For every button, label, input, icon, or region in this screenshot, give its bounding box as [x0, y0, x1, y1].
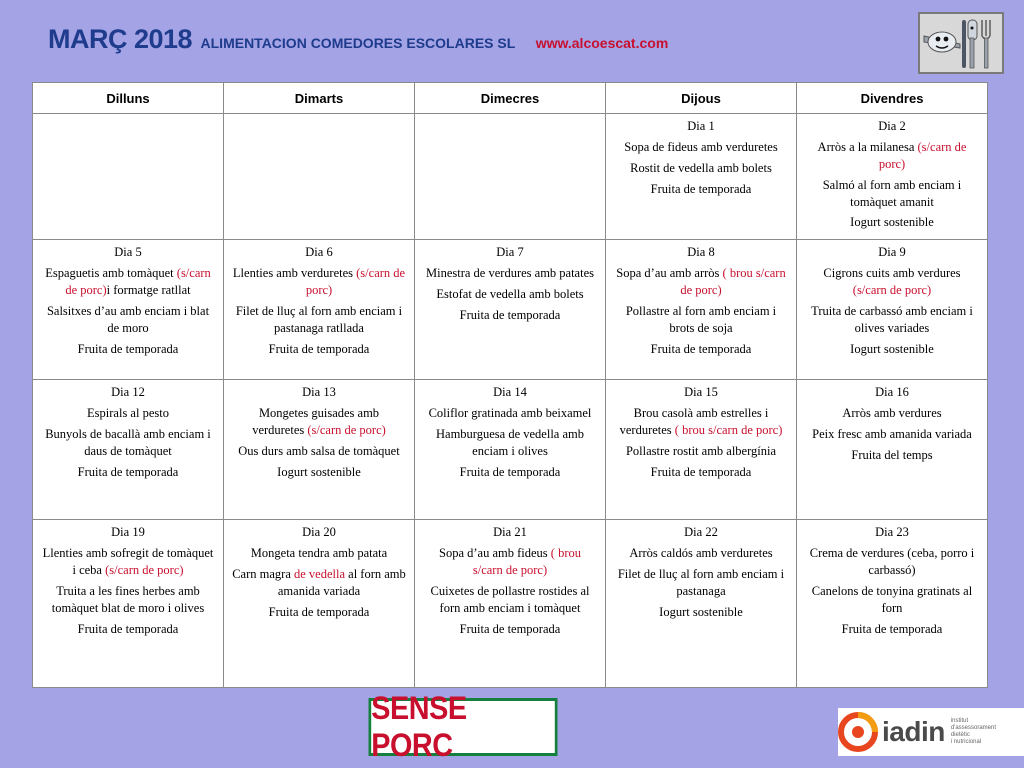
menu-text: Salmó al forn amb enciam i tomàquet amanit: [822, 177, 962, 209]
menu-line: [614, 443, 788, 460]
menu-text: Fruita de temporada: [650, 341, 752, 356]
menu-text: Dia 16: [875, 385, 909, 400]
menu-text: Dia 23: [875, 525, 909, 540]
menu-line: [805, 265, 979, 299]
menu-line: [614, 181, 788, 198]
header-friday: Divendres: [797, 83, 988, 114]
day-label: [805, 118, 979, 135]
menu-line: [614, 566, 788, 600]
menu-line: [614, 139, 788, 156]
day-label: [805, 384, 979, 401]
menu-line: [41, 545, 215, 579]
menu-text: Truita a les fines herbes amb tomàquet blat de moro i olives: [51, 583, 205, 615]
iadin-wordmark: iadin: [882, 716, 945, 747]
day-label: [614, 384, 788, 401]
no-pork-note: ( brou s/carn de porc): [680, 266, 786, 297]
menu-text: Carn magra: [232, 567, 294, 581]
iadin-tagline: institut d'assessorament dietètic i nutricional: [950, 718, 997, 745]
no-pork-note: (s/carn de porc): [878, 139, 967, 171]
menu-cell-tuesday: [224, 520, 415, 688]
menu-cell-monday: [33, 380, 224, 520]
menu-text: Dia 20: [302, 525, 336, 540]
menu-text: Hamburguesa de vedella amb enciam i olives: [436, 427, 584, 458]
menu-cell-wednesday: [415, 240, 606, 380]
menu-text: Brou casolà amb estrelles i verduretes: [619, 406, 769, 437]
cutlery-logo: [918, 12, 1004, 74]
day-label: [614, 244, 788, 261]
header-monday: Dilluns: [33, 83, 224, 114]
menu-text: Fruita de temporada: [841, 621, 943, 636]
menu-text: Dia 12: [111, 385, 145, 400]
day-label: [41, 244, 215, 261]
no-pork-note: (s/carn de porc): [852, 283, 932, 297]
menu-text: Cuixetes de pollastre rostides al forn amb enciam i tomàquet: [430, 583, 590, 615]
menu-line: [614, 604, 788, 621]
menu-text: Dia 15: [684, 385, 718, 400]
menu-text: Mongetes guisades amb verduretes: [252, 406, 380, 437]
menu-week-row: [33, 380, 988, 520]
menu-text: Canelons de tonyina gratinats al forn: [811, 583, 973, 615]
menu-text: Sopa d’au amb fideus: [439, 546, 551, 561]
menu-text: Rostit de vedella amb bolets: [630, 160, 772, 175]
day-label: [232, 384, 406, 401]
menu-text: Dia 14: [493, 385, 527, 400]
menu-cell-friday: [797, 520, 988, 688]
menu-cell-friday: [797, 380, 988, 520]
menu-text: Cigrons cuits amb verdures: [823, 266, 961, 281]
menu-text: Salsitxes d’au amb enciam i blat de moro: [46, 303, 210, 335]
title-month: MARÇ 2018: [48, 24, 193, 54]
menu-text: Pollastre al forn amb enciam i brots de soja: [625, 303, 777, 335]
menu-text: Fruita de temporada: [268, 604, 370, 619]
menu-line: [614, 341, 788, 358]
menu-text: Minestra de verdures amb patates: [426, 266, 594, 281]
menu-line: [41, 583, 215, 617]
menu-text: Fruita de temporada: [459, 307, 561, 322]
menu-line: [423, 265, 597, 282]
menu-line: [423, 545, 597, 579]
page-title: [48, 24, 668, 55]
menu-text: Fruita de temporada: [77, 341, 179, 356]
menu-text: Dia 9: [878, 245, 906, 260]
day-label: [232, 244, 406, 261]
no-pork-note: ( brou s/carn de porc): [674, 423, 783, 437]
menu-line: [614, 160, 788, 177]
menu-cell-wednesday: [415, 380, 606, 520]
website-link[interactable]: www.alcoescat.com: [535, 35, 669, 51]
day-label: [614, 524, 788, 541]
menu-text: Truita de carbassó amb enciam i olives variades: [811, 303, 973, 335]
day-label: [41, 524, 215, 541]
menu-text: Iogurt sostenible: [277, 464, 361, 479]
menu-text: Fruita de temporada: [650, 181, 752, 196]
menu-text: Fruita del temps: [851, 447, 933, 462]
menu-text: Fruita de temporada: [459, 621, 561, 636]
menu-line: [423, 426, 597, 460]
menu-line: [423, 464, 597, 481]
menu-text: Coliflor gratinada amb beixamel: [428, 406, 592, 421]
menu-week-row: [33, 114, 988, 240]
menu-cell-thursday: [606, 380, 797, 520]
menu-text: Dia 21: [493, 525, 527, 540]
day-label: [423, 384, 597, 401]
menu-text: Llenties amb sofregit de tomàquet i ceba: [42, 546, 214, 577]
menu-text: Bunyols de bacallà amb enciam i daus de tomàquet: [45, 427, 211, 458]
day-label: [232, 524, 406, 541]
menu-line: [423, 405, 597, 422]
menu-line: [805, 426, 979, 443]
day-label: [41, 384, 215, 401]
menu-text: Espirals al pesto: [87, 406, 169, 421]
menu-line: [232, 405, 406, 439]
day-label: [423, 524, 597, 541]
menu-text: al forn amb amanida variada: [277, 567, 406, 598]
menu-text: Estofat de vedella amb bolets: [436, 287, 584, 301]
no-pork-note: (s/carn de porc): [307, 423, 386, 437]
menu-line: [423, 621, 597, 638]
menu-cell-tuesday: [224, 240, 415, 380]
menu-text: Espaguetis amb tomàquet: [45, 266, 177, 281]
no-pork-note: (s/carn de porc): [105, 563, 184, 577]
menu-text: Sopa d’au amb arròs: [616, 266, 723, 281]
day-label: [805, 244, 979, 261]
menu-line: [41, 405, 215, 422]
menu-text: Peix fresc amb amanida variada: [812, 427, 972, 441]
menu-line: [614, 405, 788, 439]
menu-text: Iogurt sostenible: [659, 604, 743, 619]
menu-cell-wednesday: [415, 520, 606, 688]
menu-text: Fruita de temporada: [268, 341, 370, 356]
menu-week-row: [33, 520, 988, 688]
menu-text: Arròs amb verdures: [842, 406, 942, 421]
menu-line: [423, 286, 597, 303]
menu-line: [805, 583, 979, 617]
no-pork-note: ( brou s/carn de porc): [472, 546, 581, 577]
menu-line: [232, 265, 406, 299]
header-wednesday: Dimecres: [415, 83, 606, 114]
menu-text: i formatge ratllat: [106, 283, 191, 297]
day-label: [614, 118, 788, 135]
menu-text: Dia 8: [687, 245, 715, 260]
menu-text: Dia 13: [302, 385, 336, 400]
menu-text: Sopa de fideus amb verduretes: [624, 139, 778, 154]
menu-text: Mongeta tendra amb patata: [250, 546, 388, 561]
menu-line: [41, 464, 215, 481]
no-pork-note: (s/carn de porc): [65, 266, 211, 297]
menu-text: Crema de verdures (ceba, porro i carbassó): [809, 546, 975, 577]
menu-line: [805, 177, 979, 211]
menu-cell-monday: [33, 114, 224, 240]
menu-line: [41, 621, 215, 638]
menu-line: [41, 341, 215, 358]
menu-text: Dia 1: [687, 119, 715, 133]
menu-text: Ous durs amb salsa de tomàquet: [238, 443, 400, 458]
menu-line: [805, 341, 979, 358]
menu-line: [232, 545, 406, 562]
no-pork-note: de vedella: [294, 567, 346, 581]
menu-text: Dia 2: [878, 119, 906, 133]
menu-line: [805, 621, 979, 638]
menu-text: Iogurt sostenible: [850, 215, 934, 230]
menu-cell-thursday: [606, 520, 797, 688]
menu-line: [232, 604, 406, 621]
sense-porc-badge: SENSE PORC: [369, 698, 558, 756]
menu-text: Pollastre rostit amb albergínia: [625, 443, 777, 458]
menu-text: Iogurt sostenible: [850, 341, 934, 356]
menu-line: [805, 214, 979, 231]
menu-cell-thursday: [606, 240, 797, 380]
menu-text: Fruita de temporada: [77, 621, 179, 636]
menu-line: [614, 303, 788, 337]
menu-line: [805, 545, 979, 579]
menu-text: Filet de lluç al forn amb enciam i pastanaga ratllada: [235, 303, 403, 335]
menu-cell-monday: [33, 240, 224, 380]
header-tuesday: Dimarts: [224, 83, 415, 114]
menu-text: Llenties amb verduretes: [232, 266, 357, 281]
menu-cell-friday: [797, 114, 988, 240]
menu-text: Dia 6: [305, 245, 333, 260]
menu-line: [232, 341, 406, 358]
menu-text: Fruita de temporada: [77, 464, 179, 479]
menu-text: Dia 19: [111, 525, 145, 540]
day-label: [805, 524, 979, 541]
iadin-circle-icon: [838, 712, 878, 752]
menu-line: [423, 583, 597, 617]
day-label: [423, 244, 597, 261]
menu-line: [232, 303, 406, 337]
menu-line: [805, 139, 979, 173]
menu-text: Dia 22: [684, 525, 718, 540]
menu-line: [805, 303, 979, 337]
title-company: ALIMENTACION COMEDORES ESCOLARES SL: [200, 35, 516, 51]
menu-text: Fruita de temporada: [459, 464, 561, 479]
cutlery-icon: [920, 14, 1002, 72]
header-thursday: Dijous: [606, 83, 797, 114]
menu-cell-tuesday: [224, 114, 415, 240]
menu-line: [614, 464, 788, 481]
menu-week-row: [33, 240, 988, 380]
no-pork-note: (s/carn de porc): [305, 266, 406, 297]
menu-line: [614, 545, 788, 562]
menu-text: Filet de lluç al forn amb enciam i pastanaga: [617, 567, 785, 598]
menu-line: [41, 426, 215, 460]
menu-cell-friday: [797, 240, 988, 380]
menu-text: Arròs a la milanesa: [817, 139, 918, 154]
weekday-header-row: [33, 83, 988, 114]
menu-cell-wednesday: [415, 114, 606, 240]
menu-line: [232, 566, 406, 600]
menu-text: Dia 5: [114, 245, 142, 260]
menu-text: Dia 7: [496, 245, 524, 260]
menu-line: [423, 307, 597, 324]
menu-cell-tuesday: [224, 380, 415, 520]
menu-line: [41, 303, 215, 337]
menu-text: Arròs caldós amb verduretes: [629, 546, 773, 561]
menu-line: [805, 447, 979, 464]
iadin-logo: [838, 708, 1024, 756]
menu-line: [232, 443, 406, 460]
menu-line: [232, 464, 406, 481]
menu-line: [41, 265, 215, 299]
menu-line: [805, 405, 979, 422]
menu-cell-thursday: [606, 114, 797, 240]
weekly-menu-table: [32, 82, 988, 688]
menu-text: Fruita de temporada: [650, 464, 752, 479]
menu-cell-monday: [33, 520, 224, 688]
menu-line: [614, 265, 788, 299]
